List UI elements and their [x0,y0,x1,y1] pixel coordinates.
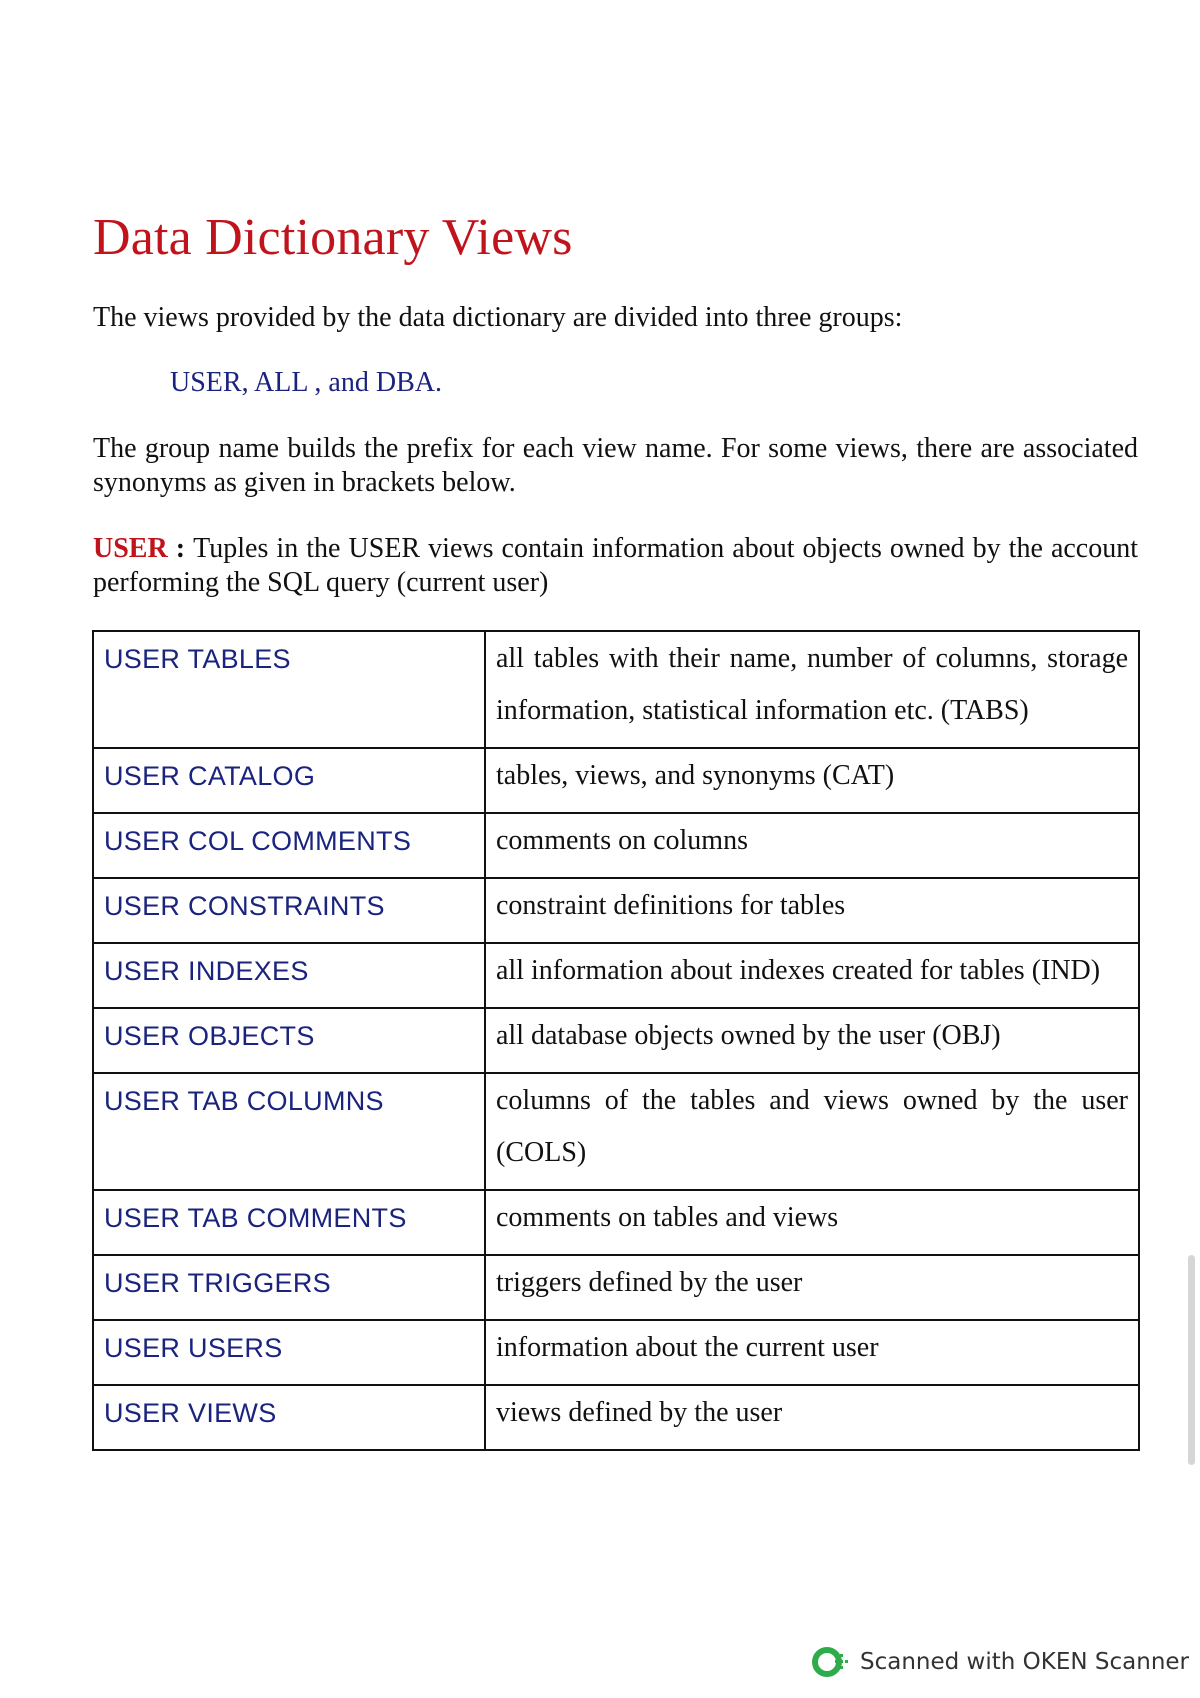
view-name-cell: USER COL COMMENTS [93,813,485,878]
table-row [93,943,1139,1008]
page-title: Data Dictionary Views [93,209,573,266]
table-row [93,631,1139,748]
table-row [93,878,1139,943]
oken-scanner-logo-icon [810,1642,850,1682]
user-label-colon: : [167,533,194,564]
user-note-paragraph [93,532,1138,600]
view-description-cell: information about the current user [485,1320,1139,1385]
user-views-table [92,630,1140,1451]
scrollbar[interactable] [1188,1255,1195,1465]
view-name-cell: USER CATALOG [93,748,485,813]
user-label: USER [93,533,168,564]
prefix-note-paragraph: The group name builds the prefix for each view name. For some views, there are associated synonyms as given in brackets below. [93,433,1138,498]
table-row [93,1008,1139,1073]
view-name-cell: USER TRIGGERS [93,1255,485,1320]
watermark-text: Scanned with OKEN Scanner [860,1649,1189,1675]
view-name-cell: USER TAB COMMENTS [93,1190,485,1255]
view-description-cell: comments on tables and views [485,1190,1139,1255]
view-name-cell: USER CONSTRAINTS [93,878,485,943]
scanner-watermark [810,1642,1189,1682]
view-description-cell: views defined by the user [485,1385,1139,1450]
view-description-cell: all database objects owned by the user (OBJ) [485,1008,1139,1073]
table-row [93,1190,1139,1255]
table-row [93,1385,1139,1450]
view-name-cell: USER TAB COLUMNS [93,1073,485,1190]
user-note-text: Tuples in the USER views contain information about objects owned by the account performing the SQL query (current user) [93,533,1139,598]
view-description-cell: columns of the tables and views owned by the user (COLS) [485,1073,1139,1190]
view-description-cell: tables, views, and synonyms (CAT) [485,748,1139,813]
table-row [93,748,1139,813]
view-name-cell: USER VIEWS [93,1385,485,1450]
view-name-cell: USER INDEXES [93,943,485,1008]
table-row [93,813,1139,878]
view-description-cell: constraint definitions for tables [485,878,1139,943]
view-name-cell: USER OBJECTS [93,1008,485,1073]
table-row [93,1073,1139,1190]
intro-paragraph: The views provided by the data dictionary are divided into three groups: [93,302,903,333]
view-description-cell: all information about indexes created for tables (IND) [485,943,1139,1008]
view-name-cell: USER TABLES [93,631,485,748]
table-row [93,1255,1139,1320]
view-description-cell: all tables with their name, number of columns, storage information, statistical information etc. (TABS) [485,631,1139,748]
view-name-cell: USER USERS [93,1320,485,1385]
view-description-cell: comments on columns [485,813,1139,878]
table-row [93,1320,1139,1385]
group-list: USER, ALL , and DBA. [170,367,442,398]
view-description-cell: triggers defined by the user [485,1255,1139,1320]
